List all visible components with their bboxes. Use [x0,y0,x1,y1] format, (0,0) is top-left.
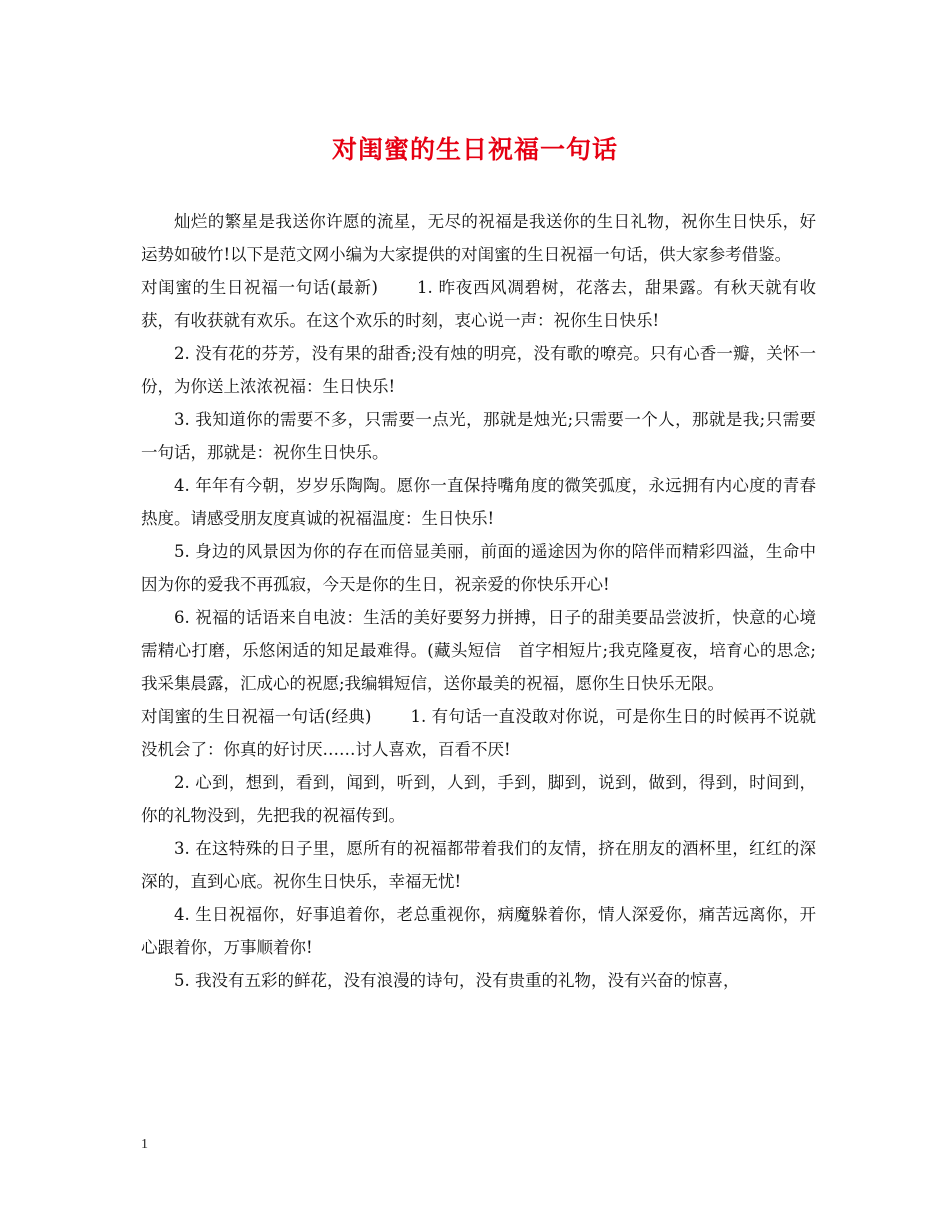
document-body [141,205,816,997]
classic-wish-5: 5. 我没有五彩的鲜花，没有浪漫的诗句，没有贵重的礼物，没有兴奋的惊喜， [174,971,740,990]
page-number: 1 [141,1137,148,1152]
classic-wish-3: 3. 在这特殊的日子里，愿所有的祝福都带着我们的友情，挤在朋友的酒杯里，红红的深深的，直到心底。祝你生日快乐，幸福无忧! [141,839,816,891]
classic-wish-4: 4. 生日祝福你，好事追着你，老总重视你，病魔躲着你，情人深爱你，痛苦远离你，开心跟着你，万事顺着你! [141,905,816,957]
classic-wish-2: 2. 心到，想到，看到，闻到，听到，人到，手到，脚到，说到，做到，得到，时间到，你的礼物没到，先把我的祝福传到。 [141,773,816,825]
section-classic-first-paragraph [141,700,816,766]
intro-paragraph: 灿烂的繁星是我送你许愿的流星，无尽的祝福是我送你的生日礼物，祝你生日快乐，好运势如破竹!以下是范文网小编为大家提供的对闺蜜的生日祝福一句话，供大家参考借鉴。 [141,212,816,264]
classic-wish-1: 1. 有句话一直没敢对你说，可是你生日的时候再不说就没机会了：你真的好讨厌……讨人喜欢，百看不厌! [141,707,816,759]
section-heading-classic: 对闺蜜的生日祝福一句话(经典) [141,707,372,726]
section-latest-first-paragraph [141,271,816,337]
section-heading-latest: 对闺蜜的生日祝福一句话(最新) [141,278,378,297]
document-title: 对闺蜜的生日祝福一句话 [331,135,618,164]
latest-wish-5: 5. 身边的风景因为你的存在而倍显美丽，前面的遥途因为你的陪伴而精彩四溢，生命中因为你的爱我不再孤寂，今天是你的生日，祝亲爱的你快乐开心! [141,542,816,594]
latest-wish-6: 6. 祝福的话语来自电波：生活的美好要努力拼搏，日子的甜美要品尝波折，快意的心境需精心打磨，乐悠闲适的知足最难得。(藏头短信 首字相短片;我克隆夏夜，培育心的思念;我采集晨露，汇成心的祝愿;我编辑短信，送你最美的祝福，愿你生日快乐无限。 [141,608,816,693]
latest-wish-1: 1. 昨夜西风凋碧树，花落去，甜果露。有秋天就有收获，有收获就有欢乐。在这个欢乐的时刻，衷心说一声：祝你生日快乐! [141,278,816,330]
latest-wish-4: 4. 年年有今朝，岁岁乐陶陶。愿你一直保持嘴角度的微笑弧度，永远拥有内心度的青春热度。请感受朋友度真诚的祝福温度：生日快乐! [141,476,816,528]
latest-wish-3: 3. 我知道你的需要不多，只需要一点光，那就是烛光;只需要一个人，那就是我;只需要一句话，那就是：祝你生日快乐。 [141,410,816,462]
latest-wish-2: 2. 没有花的芬芳，没有果的甜香;没有烛的明亮，没有歌的嘹亮。只有心香一瓣，关怀一份，为你送上浓浓祝福：生日快乐! [141,344,816,396]
